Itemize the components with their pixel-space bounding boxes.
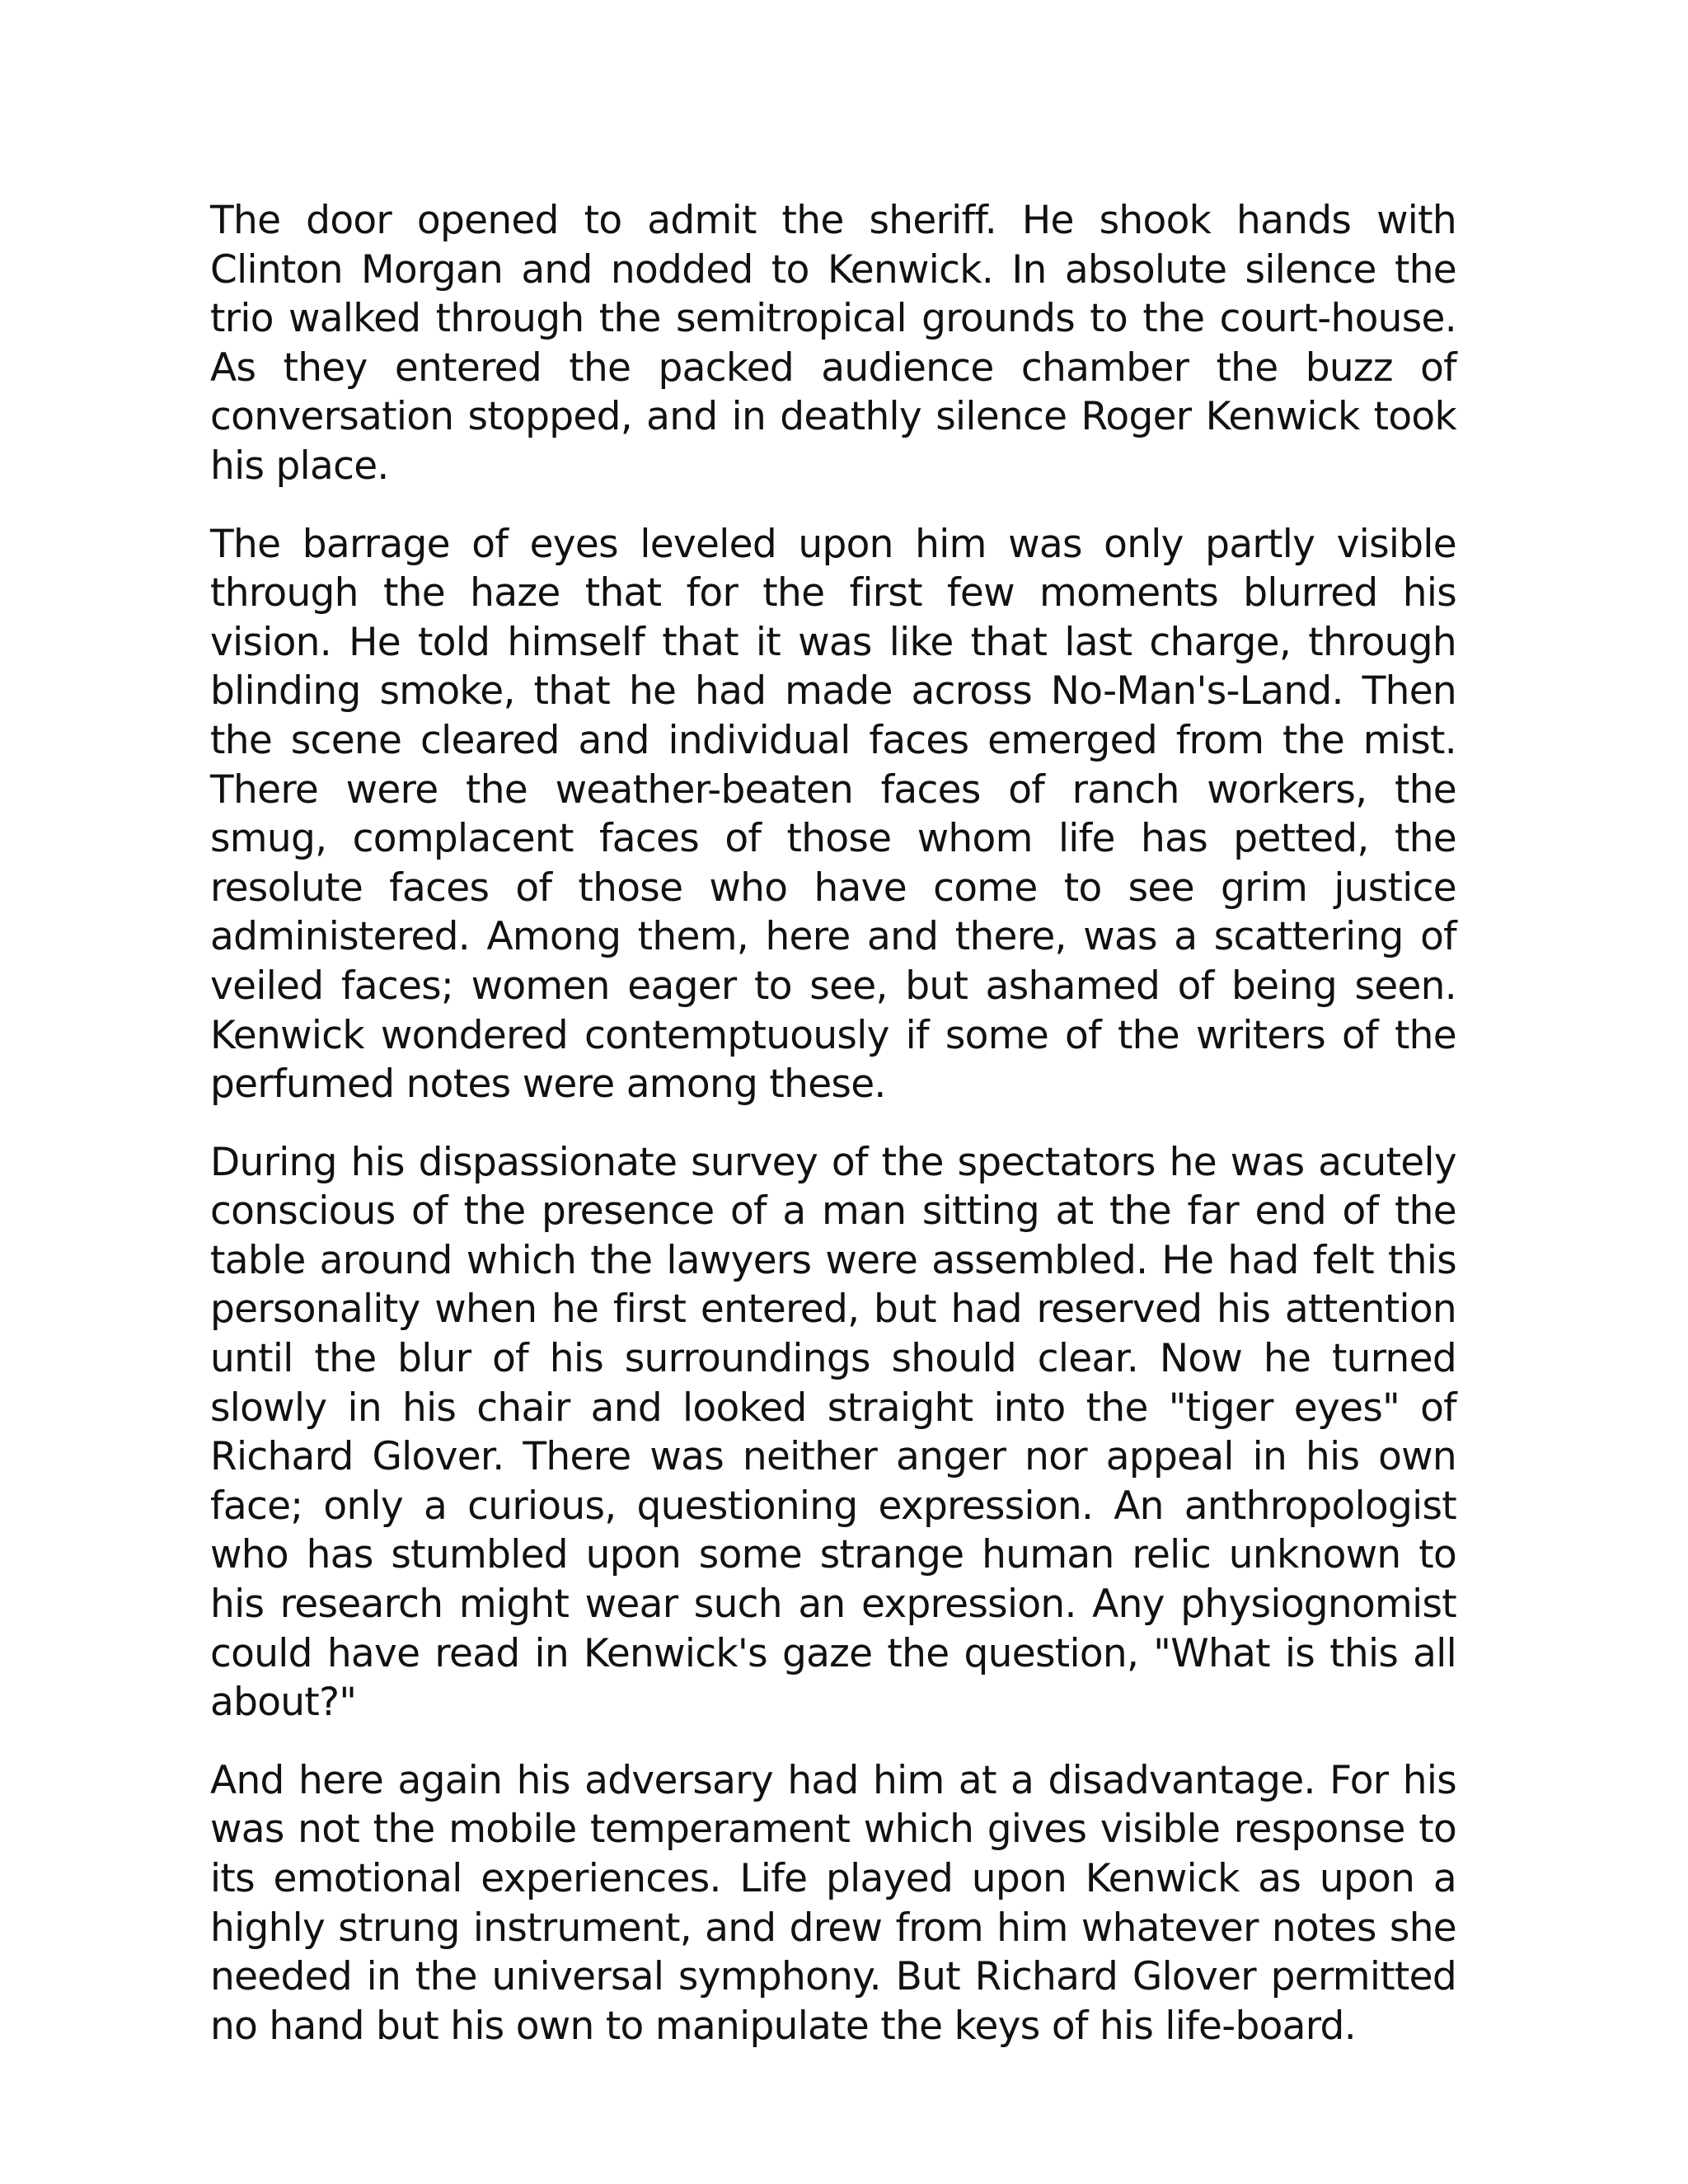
paragraph: The barrage of eyes leveled upon him was only partly visible through the haze that for the first few moments blurred his vision. He told himself that it was like that last charge, through blinding smoke, that he had made across No-Man's-Land. Then the scene cleared and individual faces emerged from the mist. There were the weather-beaten faces of ranch workers, the smug, complacent faces of those whom life has petted, the resolute faces of those who have come to see grim justice administered. Among them, here and there, was a scattering of veiled faces; women eager to see, but ashamed of being seen. Kenwick wondered contemptuously if some of the writers of the perfumed notes were among these. bbox=[210, 521, 1456, 1108]
body-text bbox=[210, 196, 1456, 2079]
paragraph: During his dispassionate survey of the spectators he was acutely conscious of the presence of a man sitting at the far end of the table around which the lawyers were assembled. He had felt this personality when he first entered, but had reserved his attention until the blur of his surroundings should clear. Now he turned slowly in his chair and looked straight into the "tiger eyes" of Richard Glover. There was neither anger nor appeal in his own face; only a curious, questioning expression. An anthropologist who has stumbled upon some strange human relic unknown to his research might wear such an expression. Any physiognomist could have read in Kenwick's gaze the question, "What is this all about?" bbox=[210, 1139, 1456, 1726]
paragraph: The door opened to admit the sheriff. He shook hands with Clinton Morgan and nodded to Kenwick. In absolute silence the trio walked through the semitropical grounds to the court-house. As they entered the packed audience chamber the buzz of conversation stopped, and in deathly silence Roger Kenwick took his place. bbox=[210, 198, 1456, 489]
paragraph: And here again his adversary had him at a disadvantage. For his was not the mobile temperament which gives visible response to its emotional experiences. Life played upon Kenwick as upon a highly strung instrument, and drew from him whatever notes she needed in the universal symphony. But Richard Glover permitted no hand but his own to manipulate the keys of his life-board. bbox=[210, 1757, 1456, 2049]
